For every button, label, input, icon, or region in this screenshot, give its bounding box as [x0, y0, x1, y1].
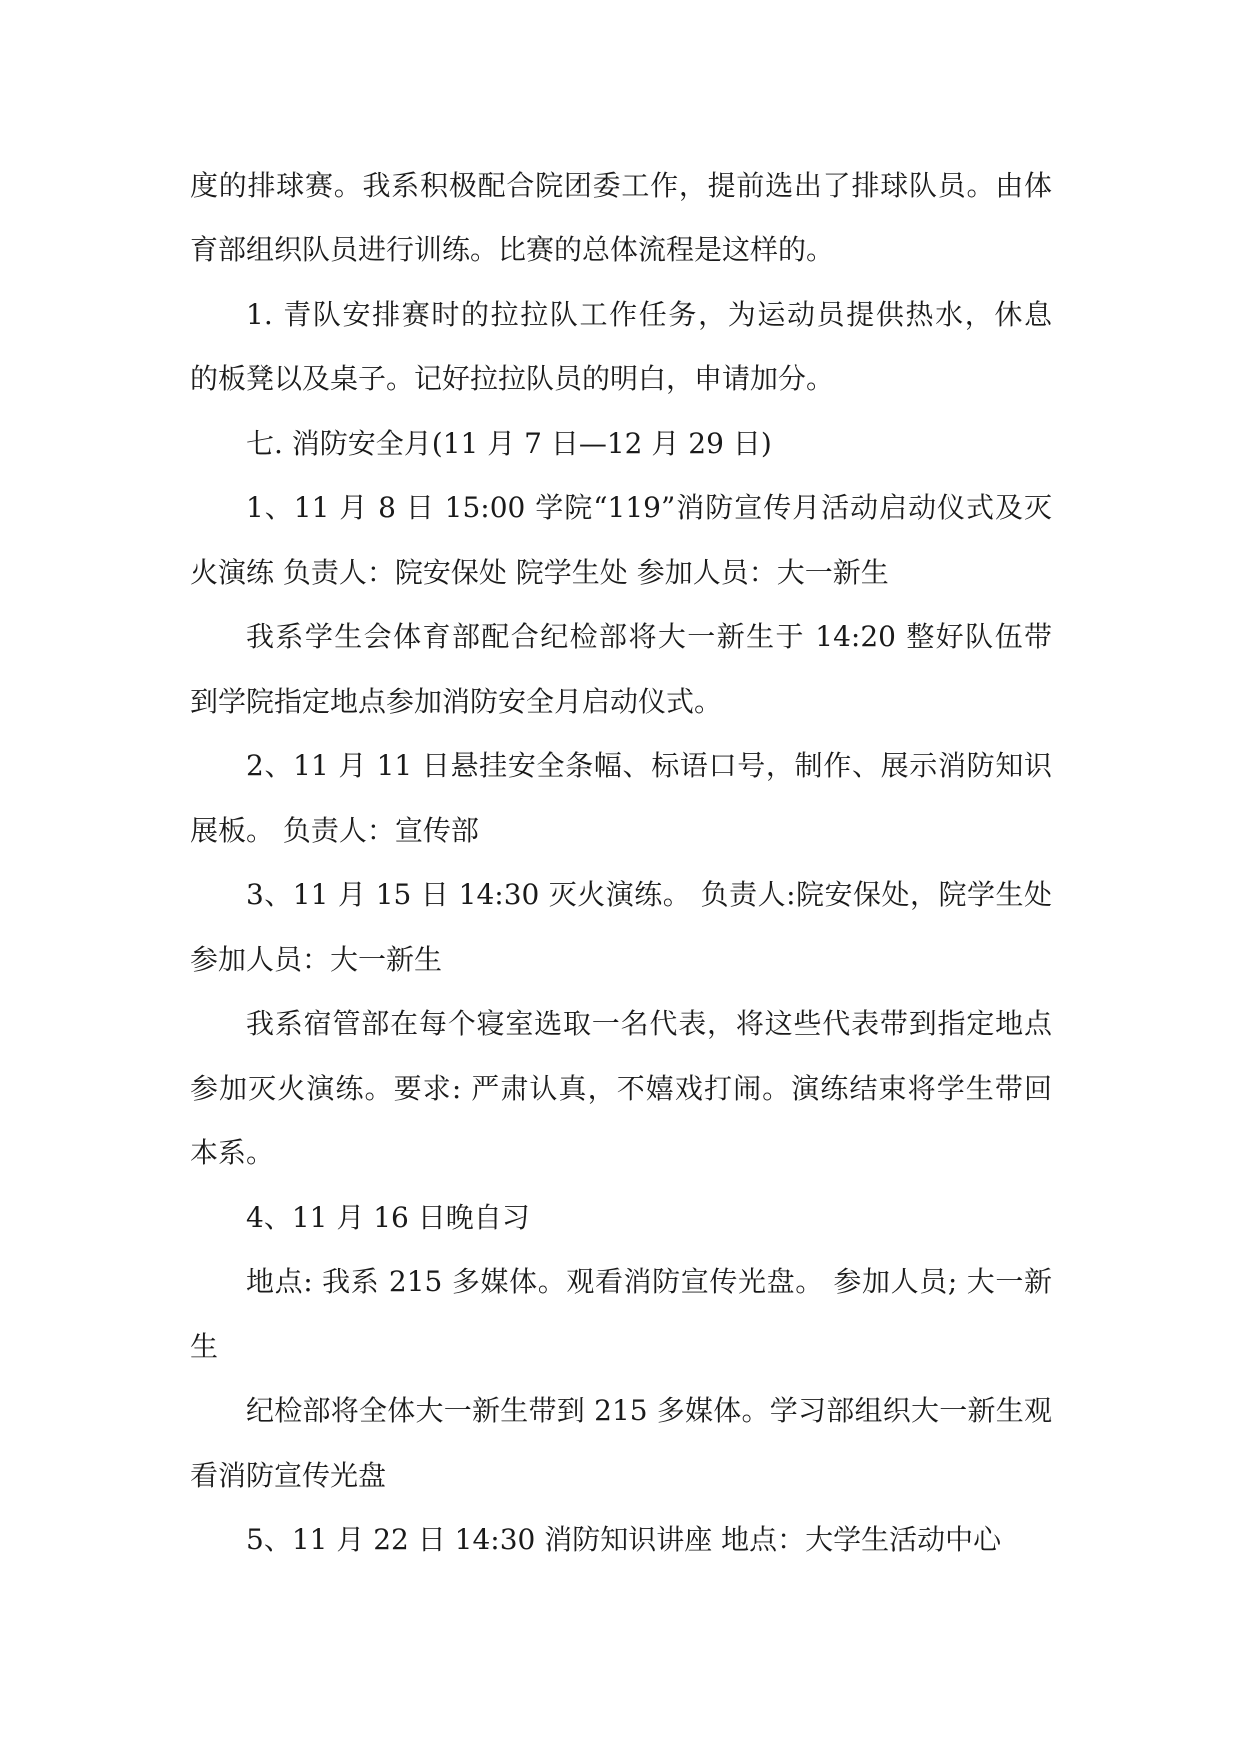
- paragraph-line: 看消防宣传光盘: [190, 1459, 387, 1492]
- list-item-line: 3、11 月 15 日 14:30 灭火演练。 负责人:院安保处，院学生处: [246, 878, 1052, 911]
- paragraph-line: 的板凳以及桌子。记好拉拉队员的明白，申请加分。: [190, 362, 835, 395]
- list-item-line: 2、11 月 11 日悬挂安全条幅、标语口号，制作、展示消防知识: [246, 749, 1052, 782]
- paragraph-line: 参加人员：大一新生: [190, 943, 443, 976]
- paragraph-line: 展板。 负责人：宣传部: [190, 814, 479, 847]
- list-item-line: 4、11 月 16 日晚自习: [246, 1201, 530, 1234]
- paragraph-line: 我系学生会体育部配合纪检部将大一新生于 14:20 整好队伍带: [246, 620, 1052, 653]
- paragraph-line: 到学院指定地点参加消防安全月启动仪式。: [190, 685, 723, 718]
- list-item-line: 5、11 月 22 日 14:30 消防知识讲座 地点：大学生活动中心: [246, 1523, 1002, 1556]
- paragraph-line: 度的排球赛。我系积极配合院团委工作，提前选出了排球队员。由体: [190, 169, 1052, 202]
- paragraph-line: 火演练 负责人：院安保处 院学生处 参加人员：大一新生: [190, 556, 889, 589]
- section-heading: 七. 消防安全月(11 月 7 日—12 月 29 日): [246, 427, 772, 460]
- paragraph-line: 生: [190, 1330, 219, 1363]
- list-item-line: 1、11 月 8 日 15:00 学院“119”消防宣传月活动启动仪式及灭: [246, 491, 1052, 524]
- paragraph-line: 我系宿管部在每个寝室选取一名代表，将这些代表带到指定地点: [246, 1007, 1052, 1040]
- list-item-line: 1. 青队安排赛时的拉拉队工作任务，为运动员提供热水，休息: [246, 298, 1052, 331]
- paragraph-line: 本系。: [190, 1136, 275, 1169]
- paragraph-line: 纪检部将全体大一新生带到 215 多媒体。学习部组织大一新生观: [246, 1394, 1052, 1427]
- paragraph-line: 地点: 我系 215 多媒体。观看消防宣传光盘。 参加人员; 大一新: [246, 1265, 1052, 1298]
- paragraph-line: 参加灭火演练。要求: 严肃认真，不嬉戏打闹。演练结束将学生带回: [190, 1072, 1052, 1105]
- paragraph-line: 育部组织队员进行训练。比赛的总体流程是这样的。: [190, 233, 835, 266]
